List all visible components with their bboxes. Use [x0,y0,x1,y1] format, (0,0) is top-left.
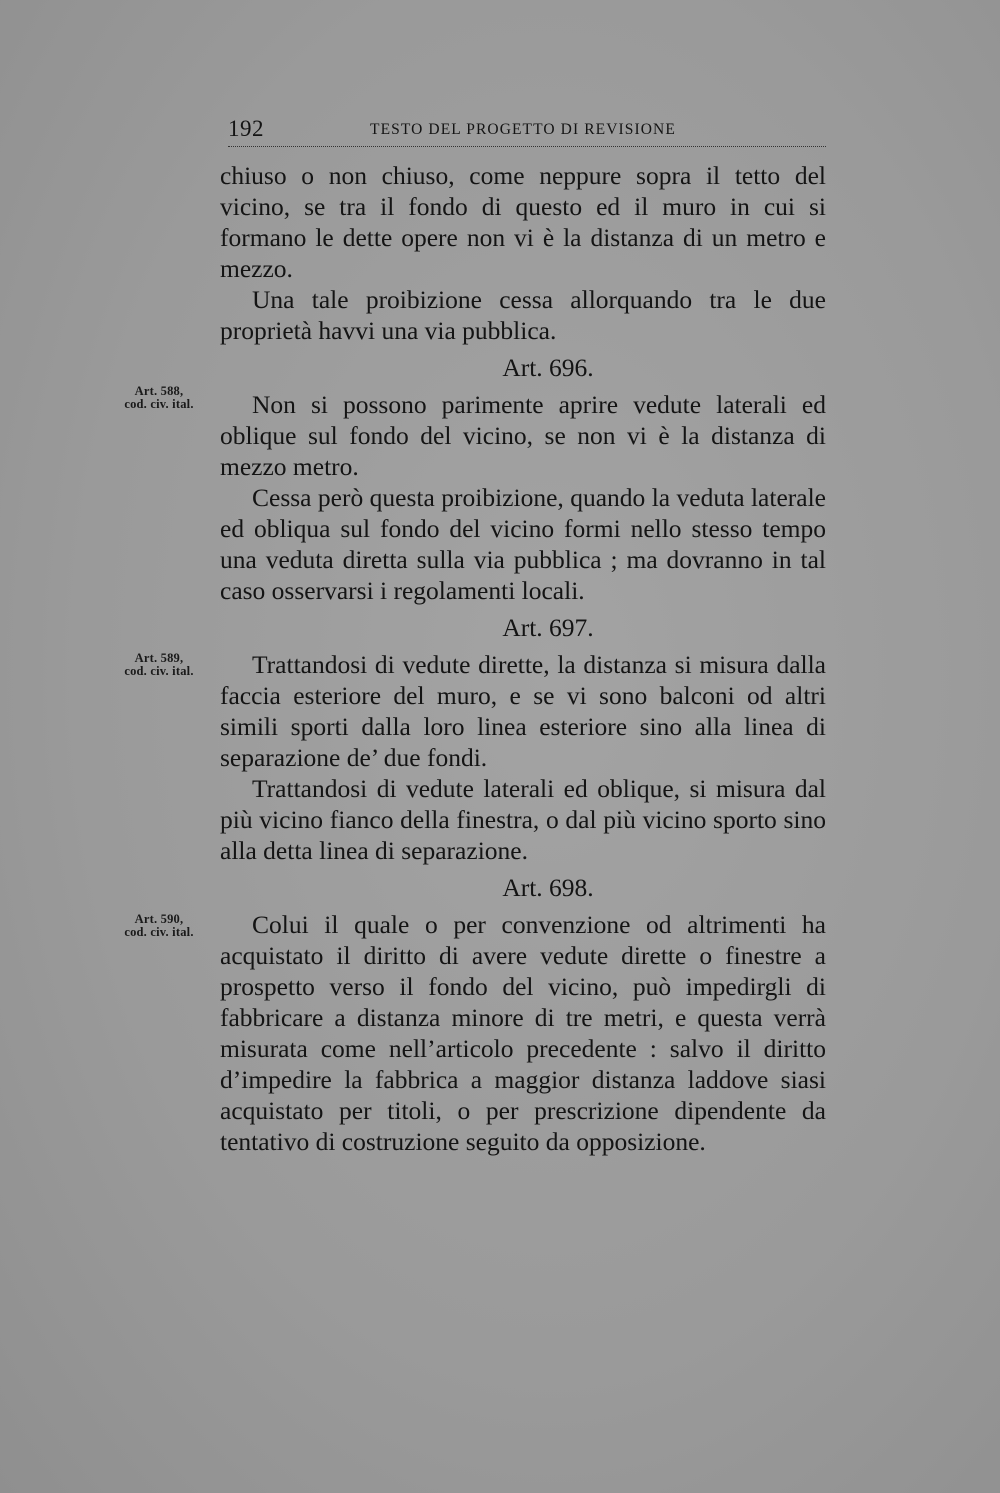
page-header [228,112,826,147]
paragraph: Una tale proibizione cessa allorquando tra le due proprietà havvi una via pubblica. [220,285,826,345]
paragraph: Cessa però questa proibizione, quando la veduta laterale ed obliqua sul fondo del vicino formi nello stesso tempo una veduta diretta sulla via pubblica ; ma dovranno in tal caso osservarsi i regolamenti locali. [220,483,826,605]
paragraph: Non si possono parimente aprire vedute laterali ed oblique sul fondo del vicino, se non vi è la distanza di mezzo metro. [220,390,826,481]
article-heading-696: Art. 696. [502,353,594,382]
margin-note-line: Art. 588, [134,384,184,398]
paragraph: Trattandosi di vedute dirette, la distanza si misura dalla faccia esteriore del muro, e se vi sono balconi od altri simili sporti dalla loro linea esteriore sino alla linea di separazione de’ due fondi. [220,650,826,772]
margin-note-line: Art. 590, [134,912,184,926]
article-heading-698: Art. 698. [502,873,594,902]
body-text [220,160,826,1157]
article-heading-697: Art. 697. [502,613,594,642]
margin-note-art-588 [104,385,214,411]
margin-note-line: cod. civ. ital. [124,925,194,939]
running-title: TESTO DEL PROGETTO DI REVISIONE [370,121,676,138]
paragraph: chiuso o non chiuso, come neppure sopra il tetto del vicino, se tra il fondo di questo ed il muro in cui si formano le dette opere non vi è la distanza di un metro e mezzo. [220,161,826,283]
paragraph: Colui il quale o per convenzione od altrimenti ha acquistato il diritto di avere vedute dirette o finestre a prospetto verso il fondo del vicino, può impedirgli di fabbricare a distanza minore di tre metri, e questa verrà misurata come nell’articolo precedente : salvo il diritto d’impedire la fabbrica a maggior distanza laddove siasi acquistato per titoli, o per prescrizione dipendente da tentativo di costruzione seguito da opposizione. [220,910,826,1156]
margin-note-line: cod. civ. ital. [124,664,194,678]
margin-note-line: Art. 589, [134,651,184,665]
margin-note-art-589 [104,652,214,678]
margin-note-art-590 [104,913,214,939]
page-number: 192 [228,116,264,141]
margin-note-line: cod. civ. ital. [124,397,194,411]
paragraph: Trattandosi di vedute laterali ed oblique, si misura dal più vicino fianco della finestra, o dal più vicino sporto sino alla detta linea di separazione. [220,774,826,865]
